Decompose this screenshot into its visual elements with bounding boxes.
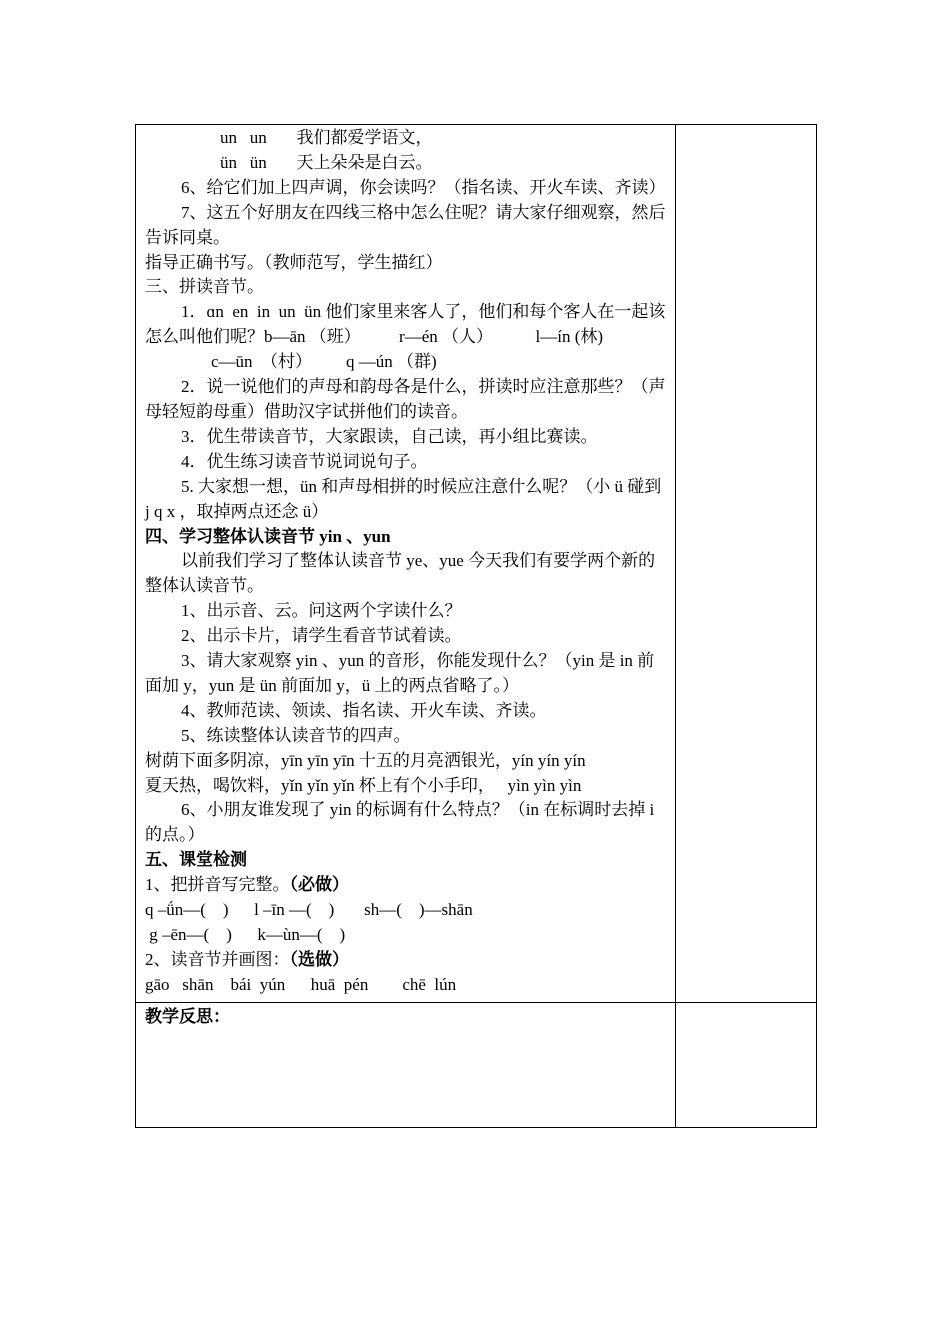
text-line: 3、请大家观察 yin 、yun 的音形，你能发现什么？（yin 是 in 前面加 y，yun 是 ün 前面加 y，ü 上的两点省略了。） [145,651,655,695]
reflection-label: 教学反思： [145,1006,230,1026]
text-line: 4．优生练习读音节说词说句子。 [181,451,428,471]
section-heading: 四、学习整体认读音节 yin 、yun [145,526,391,546]
text-line: g –ēn—( ) k—ùn—( ) [145,925,346,944]
reflection-row [136,1002,817,1127]
section-heading: 五、课堂检测 [145,850,247,870]
text-line: 2．说一说他们的声母和韵母各是什么，拼读时应注意那些？（声母轻短韵母重）借助汉字试拼他们的读音。 [145,377,666,421]
text-line: 以前我们学习了整体认读音节 ye、yue 今天我们有要学两个新的整体认读音节。 [145,551,656,596]
text-line: 4、教师范读、领读、指名读、开火车读、齐读。 [181,700,547,720]
reflection-notes-cell [676,1002,817,1127]
text-line [145,948,667,973]
reflection-cell [136,1002,676,1127]
text-line: c—ūn （村） q —ún （群) [211,352,437,372]
required-tag: （必做） [289,875,349,895]
optional-tag: （选做） [289,949,349,969]
text-line: 指导正确书写。（教师范写，学生描红） [145,252,443,272]
text-line: 6、给它们加上四声调，你会读吗？（指名读、开火车读、齐读） [181,177,666,197]
lesson-content-cell [136,125,676,1003]
lesson-plan-table [135,124,817,1128]
task-label: 1、把拼音写完整。 [145,875,290,895]
text-line: gāo shān bái yún huā pén chē lún [145,974,457,994]
text-line: 3．优生带读音节，大家跟读，自己读，再小组比赛读。 [181,426,598,446]
text-line: ün ün 天上朵朵是白云。 [220,152,433,172]
text-line: 树荫下面多阴凉，yīn yīn yīn 十五的月亮洒银光，yín yín yín [145,750,586,770]
section-heading: 三、拼读音节。 [145,277,264,297]
text-line: 1．ɑn en in un ün 他们家里来客人了，他们和每个客人在一起该怎么叫他们呢？b—ān （班） r—én （人） l—ín (林) [145,302,666,347]
text-line: 2、出示卡片，请学生看音节试着读。 [181,626,462,646]
text-line: 7、这五个好朋友在四线三格中怎么住呢？请大家仔细观察，然后告诉同桌。 [145,202,666,247]
text-line: 5. 大家想一想，ün 和声母相拼的时候应注意什么呢？（小 ü 碰到 j q x ，取掉两点还念 ü） [145,476,662,521]
text-line: q –ǘn—( ) l –īn —( ) sh—( )—shān [145,900,473,920]
notes-cell [676,125,817,1003]
lesson-content [136,125,675,1002]
task-label: 2、读音节并画图： [145,949,290,969]
text-line: 夏天热，喝饮料，yǐn yǐn yǐn 杯上有个小手印， yìn yìn yìn [145,775,582,795]
text-line [145,873,667,898]
content-row [136,125,817,1003]
text-line: 1、出示音、云。问这两个字读什么？ [181,601,462,621]
text-line: 5、练读整体认读音节的四声。 [181,725,411,745]
text-line: un un 我们都爱学语文， [220,128,433,147]
text-line: 6、小朋友谁发现了 yin 的标调有什么特点？（in 在标调时去掉 i 的点。） [145,800,655,845]
